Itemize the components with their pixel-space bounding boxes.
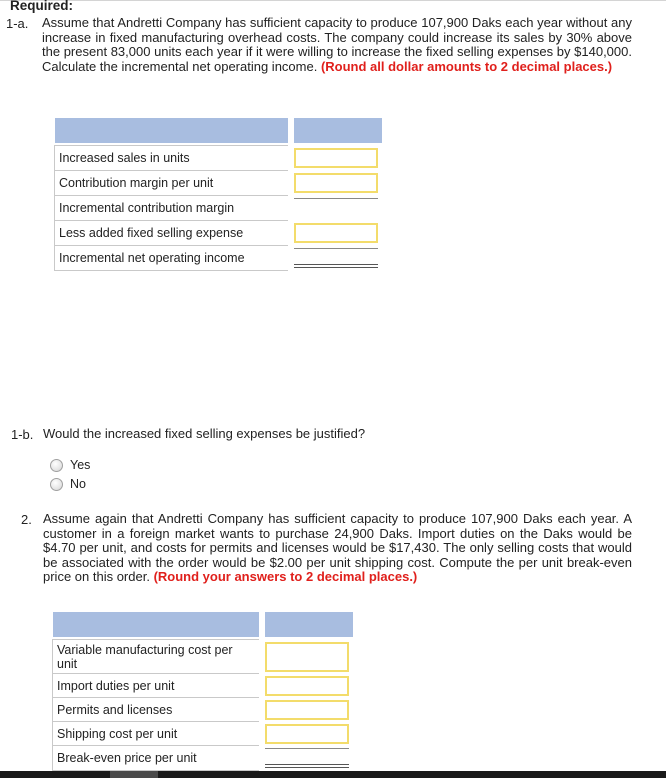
q1a-net-income-input[interactable]	[294, 248, 378, 268]
q2-row	[53, 698, 353, 722]
q2-row	[53, 746, 353, 771]
q1b-text: Would the increased fixed selling expenses be justified?	[43, 426, 366, 441]
radio-no[interactable]	[50, 478, 63, 491]
option-yes-label: Yes	[70, 458, 91, 472]
q1a-row	[55, 246, 382, 271]
q1a-row	[55, 221, 382, 246]
option-yes[interactable]	[50, 458, 90, 472]
scrollbar-thumb[interactable]	[110, 771, 158, 778]
q1a-row-label: Incremental net operating income	[55, 246, 288, 271]
q1a-row	[55, 171, 382, 196]
q2-row-label: Variable manufacturing cost per unit	[53, 640, 259, 674]
q1a-row-label: Increased sales in units	[55, 146, 288, 171]
required-heading: Required:	[10, 0, 74, 13]
q1a-row-label: Less added fixed selling expense	[55, 221, 288, 246]
q2-answer-table	[52, 612, 353, 771]
q1a-incremental-cm-input[interactable]	[294, 198, 378, 218]
q2-variable-cost-input[interactable]	[265, 642, 349, 672]
q2-body: Assume again that Andretti Company has sufficient capacity to produce 107,900 Daks each year. A customer in a foreign market wants to purchase 24,900 Daks. Import duties on the Daks would be $4.70 per unit, and costs for permits and licenses would be $17,430. The only selling costs that would be associated with the order would be $2.00 per unit shipping cost. Compute the per unit break-even price on this order.	[43, 511, 632, 585]
q1a-cm-per-unit-input[interactable]	[294, 173, 378, 193]
q1b-number: 1-b.	[11, 427, 34, 442]
q2-row-label: Shipping cost per unit	[53, 722, 259, 746]
q2-number: 2.	[21, 512, 32, 527]
q2-row	[53, 674, 353, 698]
q1a-header-row	[55, 118, 382, 143]
option-no-label: No	[70, 477, 86, 491]
horizontal-scrollbar[interactable]	[0, 771, 666, 778]
option-no[interactable]	[50, 477, 86, 491]
q1a-instruction: (Round all dollar amounts to 2 decimal places.)	[320, 58, 613, 74]
q1a-row	[55, 196, 382, 221]
q1a-increased-sales-input[interactable]	[294, 148, 378, 168]
q2-break-even-input[interactable]	[265, 748, 349, 768]
q2-row-label: Permits and licenses	[53, 698, 259, 722]
q1a-answer-table	[54, 118, 382, 271]
q1a-number: 1-a.	[6, 16, 29, 31]
q1a-text	[42, 16, 632, 74]
q1a-row	[55, 146, 382, 171]
q1a-row-label: Incremental contribution margin	[55, 196, 288, 221]
q2-text	[43, 512, 632, 585]
top-divider	[0, 0, 666, 1]
q2-row-label: Import duties per unit	[53, 674, 259, 698]
q2-permits-input[interactable]	[265, 700, 349, 720]
q2-shipping-input[interactable]	[265, 724, 349, 744]
q1a-fixed-selling-input[interactable]	[294, 223, 378, 243]
radio-yes[interactable]	[50, 459, 63, 472]
q2-header-row	[53, 612, 353, 637]
q2-import-duties-input[interactable]	[265, 676, 349, 696]
q2-row	[53, 722, 353, 746]
q1a-row-label: Contribution margin per unit	[55, 171, 288, 196]
q2-instruction: (Round your answers to 2 decimal places.)	[153, 569, 418, 585]
q1a-body: Assume that Andretti Company has sufficient capacity to produce 107,900 Daks each year without any increase in fixed manufacturing overhead costs. The company could increase its sales by 30% above the present 83,000 units each year if it were willing to increase the fixed selling expenses by $140,000. Calculate the incremental net operating income.	[42, 15, 632, 74]
q2-row-label: Break-even price per unit	[53, 746, 259, 771]
q2-row	[53, 640, 353, 674]
